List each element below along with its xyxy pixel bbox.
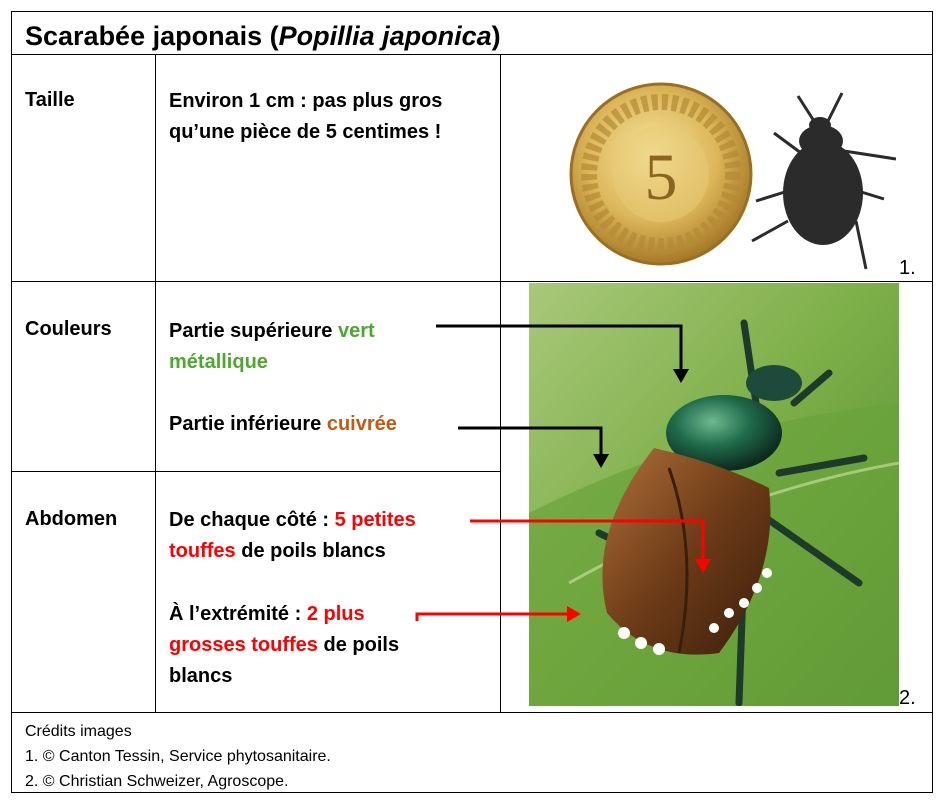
green-word-2: métallique	[169, 351, 268, 373]
label-couleurs: Couleurs	[25, 318, 112, 340]
title-text: Scarabée japonais (	[25, 21, 279, 51]
arrow-tip	[417, 614, 569, 621]
abdomen-sides: De chaque côté : 5 petites touffes de poils blancs	[169, 509, 416, 562]
arrow-upper	[436, 326, 681, 371]
annotation-arrows	[11, 11, 933, 793]
credits-heading: Crédits images	[25, 723, 132, 740]
title-end: )	[491, 21, 501, 51]
taille-text: Environ 1 cm : pas plus gros qu’une pièce de 5 centimes !	[169, 90, 443, 143]
image-number-1: 1.	[899, 257, 916, 279]
coin-digit: 5	[644, 141, 678, 214]
image-credits	[25, 719, 331, 794]
credit-line-1: 1. © Canton Tessin, Service phytosanitaire.	[25, 748, 331, 765]
image-number-2: 2.	[899, 687, 916, 709]
abdomen-tip: À l’extrémité : 2 plus grosses touffes de poils blancs	[169, 603, 400, 687]
arrow-sides-head	[695, 559, 711, 573]
label-taille: Taille	[25, 89, 75, 111]
title-species: Popillia japonica	[278, 21, 492, 51]
couleurs-lower: Partie inférieure cuivrée	[169, 413, 397, 435]
arrow-lower	[458, 428, 601, 456]
arrow-tip-head	[567, 606, 581, 622]
info-sheet	[11, 11, 933, 793]
label-abdomen: Abdomen	[25, 508, 118, 530]
arrow-lower-head	[593, 454, 609, 468]
copper-word: cuivrée	[326, 413, 397, 435]
arrow-upper-head	[673, 369, 689, 383]
green-word: vert	[337, 320, 375, 342]
arrow-sides	[470, 521, 703, 561]
couleurs-upper: Partie supérieure vert métallique	[169, 320, 375, 373]
credit-line-2: 2. © Christian Schweizer, Agroscope.	[25, 773, 289, 790]
